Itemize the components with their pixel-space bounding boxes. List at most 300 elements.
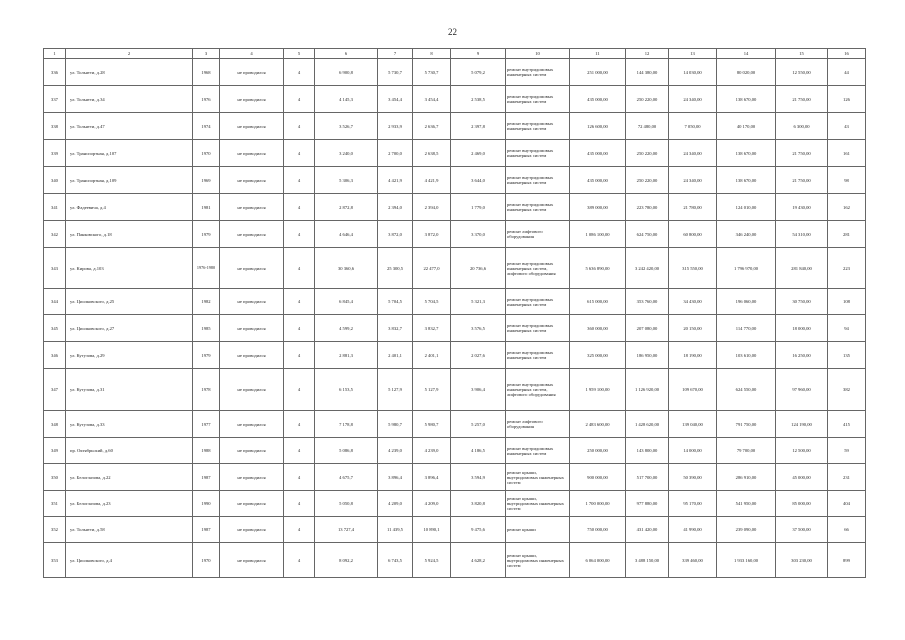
cell-last-repair: не проводился bbox=[220, 86, 284, 113]
cell-cost-total: 435 000,00 bbox=[570, 86, 626, 113]
cell-floors: 4 bbox=[284, 194, 315, 221]
cell-area-b: 6 743,5 bbox=[378, 543, 413, 578]
cell-residents: 98 bbox=[828, 167, 866, 194]
cell-residents: 94 bbox=[828, 315, 866, 342]
cell-cost-13: 18 190,00 bbox=[669, 342, 717, 369]
cell-area-d: 3 644,0 bbox=[451, 167, 506, 194]
cell-build-year: 1974 bbox=[193, 113, 220, 140]
cell-floors: 4 bbox=[284, 289, 315, 315]
cell-cost-13: 21 780,00 bbox=[669, 194, 717, 221]
cell-cost-15: 281 840,00 bbox=[776, 248, 828, 289]
cell-floors: 4 bbox=[284, 411, 315, 438]
cell-cost-total: 126 600,00 bbox=[570, 113, 626, 140]
cell-cost-12: 72 480,00 bbox=[626, 113, 669, 140]
cell-floors: 4 bbox=[284, 517, 315, 543]
cell-cost-13: 14 030,00 bbox=[669, 59, 717, 86]
cell-build-year: 1970 bbox=[193, 543, 220, 578]
cell-cost-15: 19 430,00 bbox=[776, 194, 828, 221]
cell-row-number: 350 bbox=[44, 464, 66, 491]
cell-cost-total: 2 483 600,00 bbox=[570, 411, 626, 438]
cell-row-number: 336 bbox=[44, 59, 66, 86]
cell-work-type: ремонт внутридомовых инженерных систем bbox=[506, 342, 570, 369]
cell-cost-13: 339 460,00 bbox=[669, 543, 717, 578]
cell-row-number: 352 bbox=[44, 517, 66, 543]
cell-area-b: 2 401,1 bbox=[378, 342, 413, 369]
cell-cost-15: 12 550,00 bbox=[776, 59, 828, 86]
cell-row-number: 349 bbox=[44, 438, 66, 464]
cell-cost-12: 3 242 420,00 bbox=[626, 248, 669, 289]
cell-area-d: 1 779,0 bbox=[451, 194, 506, 221]
cell-floors: 4 bbox=[284, 491, 315, 517]
cell-area-b: 4 209,0 bbox=[378, 491, 413, 517]
cell-cost-12: 143 800,00 bbox=[626, 438, 669, 464]
cell-area-d: 5 321,3 bbox=[451, 289, 506, 315]
cell-last-repair: не проводился bbox=[220, 411, 284, 438]
cell-area-d: 5 257,0 bbox=[451, 411, 506, 438]
cell-cost-12: 977 880,00 bbox=[626, 491, 669, 517]
cell-floors: 4 bbox=[284, 438, 315, 464]
cell-area-d: 2 397,8 bbox=[451, 113, 506, 140]
cell-cost-14: 103 610,00 bbox=[717, 342, 776, 369]
cell-total-area: 2 872,8 bbox=[315, 194, 378, 221]
cell-cost-13: 50 390,00 bbox=[669, 464, 717, 491]
table-row bbox=[44, 221, 866, 248]
cell-area-d: 3 594,9 bbox=[451, 464, 506, 491]
cell-work-type: ремонт внутридомовых инженерных систем bbox=[506, 194, 570, 221]
cell-cost-14: 541 950,00 bbox=[717, 491, 776, 517]
cell-work-type: ремонт внутридомовых инженерных систем bbox=[506, 315, 570, 342]
cell-cost-12: 223 780,00 bbox=[626, 194, 669, 221]
column-header-14: 14 bbox=[717, 49, 776, 59]
cell-residents: 161 bbox=[828, 140, 866, 167]
cell-residents: 59 bbox=[828, 438, 866, 464]
column-header-8: 8 bbox=[413, 49, 451, 59]
cell-last-repair: не проводился bbox=[220, 315, 284, 342]
cell-area-b: 5 980,7 bbox=[378, 411, 413, 438]
cell-area-d: 4 186,5 bbox=[451, 438, 506, 464]
cell-cost-15: 12 500,00 bbox=[776, 438, 828, 464]
cell-cost-12: 3 488 150,00 bbox=[626, 543, 669, 578]
cell-cost-13: 41 990,00 bbox=[669, 517, 717, 543]
cell-area-d: 2 027,6 bbox=[451, 342, 506, 369]
cell-area-b: 4 421,9 bbox=[378, 167, 413, 194]
cell-row-number: 340 bbox=[44, 167, 66, 194]
cell-cost-13: 20 150,00 bbox=[669, 315, 717, 342]
cell-cost-14: 79 700,00 bbox=[717, 438, 776, 464]
column-header-11: 11 bbox=[570, 49, 626, 59]
cell-last-repair: не проводился bbox=[220, 113, 284, 140]
cell-cost-12: 144 380,00 bbox=[626, 59, 669, 86]
cell-residents: 415 bbox=[828, 411, 866, 438]
cell-build-year: 1977 bbox=[193, 411, 220, 438]
cell-total-area: 6 900,8 bbox=[315, 59, 378, 86]
cell-work-type: ремонт крыши, внутридомовых инженерных систем bbox=[506, 491, 570, 517]
cell-cost-12: 353 760,00 bbox=[626, 289, 669, 315]
cell-area-b: 3 896,4 bbox=[378, 464, 413, 491]
cell-build-year: 1976 bbox=[193, 86, 220, 113]
cell-cost-15: 21 750,00 bbox=[776, 167, 828, 194]
cell-address: ул. Кутузова, д.31 bbox=[66, 369, 193, 411]
cell-area-d: 2 469,0 bbox=[451, 140, 506, 167]
cell-work-type: ремонт внутридомовых инженерных систем bbox=[506, 113, 570, 140]
cell-total-area: 4 145,3 bbox=[315, 86, 378, 113]
cell-cost-15: 54 310,00 bbox=[776, 221, 828, 248]
table-row bbox=[44, 86, 866, 113]
cell-address: ул. Тольятти, д.28 bbox=[66, 59, 193, 86]
cell-residents: 231 bbox=[828, 464, 866, 491]
column-header-9: 9 bbox=[451, 49, 506, 59]
cell-area-c: 3 454,4 bbox=[413, 86, 451, 113]
cell-area-c: 22 477,0 bbox=[413, 248, 451, 289]
cell-last-repair: не проводился bbox=[220, 517, 284, 543]
cell-cost-12: 1 126 920,00 bbox=[626, 369, 669, 411]
column-header-12: 12 bbox=[626, 49, 669, 59]
cell-cost-14: 124 010,00 bbox=[717, 194, 776, 221]
cell-area-b: 2 933,9 bbox=[378, 113, 413, 140]
cell-address: ул. Кутузова, д.33 bbox=[66, 411, 193, 438]
cell-area-c: 2 394,0 bbox=[413, 194, 451, 221]
cell-build-year: 1979 bbox=[193, 221, 220, 248]
column-header-4: 4 bbox=[220, 49, 284, 59]
cell-floors: 4 bbox=[284, 543, 315, 578]
cell-cost-12: 1 428 620,00 bbox=[626, 411, 669, 438]
cell-cost-total: 900 000,00 bbox=[570, 464, 626, 491]
cell-cost-15: 18 000,00 bbox=[776, 315, 828, 342]
cell-cost-15: 124 190,00 bbox=[776, 411, 828, 438]
cell-total-area: 5 086,8 bbox=[315, 438, 378, 464]
cell-row-number: 347 bbox=[44, 369, 66, 411]
cell-address: ул. Панковского, д.18 bbox=[66, 221, 193, 248]
cell-area-c: 4 421,9 bbox=[413, 167, 451, 194]
cell-last-repair: не проводился bbox=[220, 167, 284, 194]
cell-row-number: 343 bbox=[44, 248, 66, 289]
cell-cost-13: 24 340,00 bbox=[669, 86, 717, 113]
page-number: 22 bbox=[448, 27, 457, 37]
cell-residents: 44 bbox=[828, 59, 866, 86]
cell-residents: 162 bbox=[828, 194, 866, 221]
cell-address: пр. Октябрьский, д.60 bbox=[66, 438, 193, 464]
column-header-2: 2 bbox=[66, 49, 193, 59]
cell-cost-14: 138 670,00 bbox=[717, 140, 776, 167]
cell-area-d: 3 370,0 bbox=[451, 221, 506, 248]
cell-residents: 281 bbox=[828, 221, 866, 248]
cell-address: ул. Белоглазова, д.22 bbox=[66, 464, 193, 491]
cell-residents: 135 bbox=[828, 342, 866, 369]
cell-floors: 4 bbox=[284, 248, 315, 289]
cell-address: ул. Транспортная, д.107 bbox=[66, 140, 193, 167]
cell-cost-14: 346 240,00 bbox=[717, 221, 776, 248]
cell-last-repair: не проводился bbox=[220, 342, 284, 369]
table-row bbox=[44, 248, 866, 289]
cell-area-c: 10 890,1 bbox=[413, 517, 451, 543]
cell-row-number: 341 bbox=[44, 194, 66, 221]
column-header-15: 15 bbox=[776, 49, 828, 59]
cell-cost-13: 95 170,00 bbox=[669, 491, 717, 517]
cell-cost-total: 5 636 890,00 bbox=[570, 248, 626, 289]
cell-area-d: 4 628,2 bbox=[451, 543, 506, 578]
cell-build-year: 1981 bbox=[193, 194, 220, 221]
cell-address: ул. Тольятти, д.47 bbox=[66, 113, 193, 140]
cell-residents: 66 bbox=[828, 517, 866, 543]
cell-total-area: 7 178,8 bbox=[315, 411, 378, 438]
cell-area-c: 5 704,5 bbox=[413, 289, 451, 315]
cell-cost-15: 37 500,00 bbox=[776, 517, 828, 543]
cell-cost-15: 21 750,00 bbox=[776, 86, 828, 113]
cell-area-b: 5 127,9 bbox=[378, 369, 413, 411]
cell-cost-15: 6 300,00 bbox=[776, 113, 828, 140]
cell-cost-13: 24 340,00 bbox=[669, 140, 717, 167]
table-row bbox=[44, 59, 866, 86]
cell-build-year: 1987 bbox=[193, 517, 220, 543]
cell-total-area: 4 599,2 bbox=[315, 315, 378, 342]
cell-work-type: ремонт лифтового оборудования bbox=[506, 411, 570, 438]
cell-area-d: 5 079,2 bbox=[451, 59, 506, 86]
column-header-1: 1 bbox=[44, 49, 66, 59]
cell-last-repair: не проводился bbox=[220, 194, 284, 221]
column-header-7: 7 bbox=[378, 49, 413, 59]
cell-area-c: 3 872,0 bbox=[413, 221, 451, 248]
cell-area-d: 3 576,5 bbox=[451, 315, 506, 342]
cell-cost-14: 40 170,00 bbox=[717, 113, 776, 140]
cell-cost-total: 389 000,00 bbox=[570, 194, 626, 221]
cell-row-number: 339 bbox=[44, 140, 66, 167]
cell-work-type: ремонт крыши, внутридомовых инженерных систем bbox=[506, 543, 570, 578]
cell-cost-total: 750 000,00 bbox=[570, 517, 626, 543]
cell-cost-total: 1 959 100,00 bbox=[570, 369, 626, 411]
cell-last-repair: не проводился bbox=[220, 59, 284, 86]
cell-cost-14: 1 796 970,00 bbox=[717, 248, 776, 289]
cell-work-type: ремонт внутридомовых инженерных систем, лифтового оборудования bbox=[506, 369, 570, 411]
cell-cost-12: 250 220,00 bbox=[626, 140, 669, 167]
cell-cost-13: 7 050,00 bbox=[669, 113, 717, 140]
cell-cost-14: 196 060,00 bbox=[717, 289, 776, 315]
cell-cost-total: 251 000,00 bbox=[570, 59, 626, 86]
cell-last-repair: не проводился bbox=[220, 369, 284, 411]
cell-cost-12: 186 950,00 bbox=[626, 342, 669, 369]
cell-area-c: 5 127,9 bbox=[413, 369, 451, 411]
cell-cost-15: 85 000,00 bbox=[776, 491, 828, 517]
column-header-13: 13 bbox=[669, 49, 717, 59]
cell-address: ул. Кутузова, д.29 bbox=[66, 342, 193, 369]
cell-cost-15: 97 960,00 bbox=[776, 369, 828, 411]
cell-cost-13: 109 670,00 bbox=[669, 369, 717, 411]
cell-last-repair: не проводился bbox=[220, 438, 284, 464]
cell-area-d: 2 538,5 bbox=[451, 86, 506, 113]
cell-cost-12: 517 700,00 bbox=[626, 464, 669, 491]
cell-address: ул. Кирова, д.103 bbox=[66, 248, 193, 289]
cell-row-number: 337 bbox=[44, 86, 66, 113]
cell-area-d: 3 820,8 bbox=[451, 491, 506, 517]
cell-area-b: 2 700,0 bbox=[378, 140, 413, 167]
cell-build-year: 1990 bbox=[193, 491, 220, 517]
column-header-3: 3 bbox=[193, 49, 220, 59]
cell-work-type: ремонт внутридомовых инженерных систем bbox=[506, 289, 570, 315]
cell-residents: 899 bbox=[828, 543, 866, 578]
cell-cost-total: 325 000,00 bbox=[570, 342, 626, 369]
cell-residents: 223 bbox=[828, 248, 866, 289]
cell-area-c: 4 239,0 bbox=[413, 438, 451, 464]
cell-floors: 4 bbox=[284, 342, 315, 369]
cell-cost-12: 207 080,00 bbox=[626, 315, 669, 342]
cell-address: ул. Тольятти, д.58 bbox=[66, 517, 193, 543]
cell-last-repair: не проводился bbox=[220, 289, 284, 315]
cell-total-area: 13 727,4 bbox=[315, 517, 378, 543]
cell-last-repair: не проводился bbox=[220, 543, 284, 578]
cell-area-b: 3 872,0 bbox=[378, 221, 413, 248]
cell-build-year: 1976-1980 bbox=[193, 248, 220, 289]
cell-total-area: 5 050,8 bbox=[315, 491, 378, 517]
table-row bbox=[44, 140, 866, 167]
cell-area-c: 2 636,7 bbox=[413, 113, 451, 140]
cell-total-area: 6 845,4 bbox=[315, 289, 378, 315]
cell-floors: 4 bbox=[284, 221, 315, 248]
cell-row-number: 342 bbox=[44, 221, 66, 248]
cell-residents: 43 bbox=[828, 113, 866, 140]
cell-total-area: 3 240,0 bbox=[315, 140, 378, 167]
cell-work-type: ремонт внутридомовых инженерных систем bbox=[506, 86, 570, 113]
cell-cost-14: 1 933 160,00 bbox=[717, 543, 776, 578]
cell-cost-15: 303 230,00 bbox=[776, 543, 828, 578]
cell-total-area: 2 881,3 bbox=[315, 342, 378, 369]
cell-area-b: 3 454,4 bbox=[378, 86, 413, 113]
cell-work-type: ремонт внутридомовых инженерных систем bbox=[506, 59, 570, 86]
cell-total-area: 3 526,7 bbox=[315, 113, 378, 140]
cell-area-b: 3 832,7 bbox=[378, 315, 413, 342]
cell-cost-14: 239 090,00 bbox=[717, 517, 776, 543]
header-row bbox=[44, 49, 866, 59]
cell-cost-15: 16 250,00 bbox=[776, 342, 828, 369]
cell-cost-15: 30 750,00 bbox=[776, 289, 828, 315]
cell-last-repair: не проводился bbox=[220, 491, 284, 517]
cell-work-type: ремонт крыши bbox=[506, 517, 570, 543]
cell-cost-total: 1 700 000,00 bbox=[570, 491, 626, 517]
cell-floors: 4 bbox=[284, 140, 315, 167]
cell-area-b: 2 394,0 bbox=[378, 194, 413, 221]
cell-address: ул. Тольятти, д.34 bbox=[66, 86, 193, 113]
table-row bbox=[44, 438, 866, 464]
cell-area-c: 3 896,4 bbox=[413, 464, 451, 491]
cell-work-type: ремонт внутридомовых инженерных систем bbox=[506, 438, 570, 464]
cell-work-type: ремонт внутридомовых инженерных систем bbox=[506, 140, 570, 167]
cell-row-number: 351 bbox=[44, 491, 66, 517]
cell-address: ул. Циолковского, д.4 bbox=[66, 543, 193, 578]
cell-cost-12: 250 220,00 bbox=[626, 167, 669, 194]
cell-work-type: ремонт лифтового оборудования bbox=[506, 221, 570, 248]
table-row bbox=[44, 289, 866, 315]
cell-floors: 4 bbox=[284, 315, 315, 342]
cell-row-number: 346 bbox=[44, 342, 66, 369]
cell-total-area: 4 646,4 bbox=[315, 221, 378, 248]
cell-cost-13: 60 800,00 bbox=[669, 221, 717, 248]
cell-build-year: 1985 bbox=[193, 315, 220, 342]
table-row bbox=[44, 113, 866, 140]
cell-floors: 4 bbox=[284, 59, 315, 86]
table-row bbox=[44, 315, 866, 342]
cell-area-b: 25 300,5 bbox=[378, 248, 413, 289]
cell-floors: 4 bbox=[284, 167, 315, 194]
cell-floors: 4 bbox=[284, 464, 315, 491]
cell-build-year: 1970 bbox=[193, 140, 220, 167]
cell-cost-13: 34 430,00 bbox=[669, 289, 717, 315]
cell-cost-12: 624 750,00 bbox=[626, 221, 669, 248]
table-row bbox=[44, 167, 866, 194]
cell-total-area: 6 153,5 bbox=[315, 369, 378, 411]
table-row bbox=[44, 342, 866, 369]
cell-address: ул. Фадеевича, д.4 bbox=[66, 194, 193, 221]
cell-cost-14: 791 750,00 bbox=[717, 411, 776, 438]
cell-cost-total: 435 000,00 bbox=[570, 167, 626, 194]
cell-area-b: 5 730,7 bbox=[378, 59, 413, 86]
table-row bbox=[44, 194, 866, 221]
cell-cost-12: 250 220,00 bbox=[626, 86, 669, 113]
cell-work-type: ремонт крыши, внутридомовых инженерных систем bbox=[506, 464, 570, 491]
cell-residents: 382 bbox=[828, 369, 866, 411]
cell-residents: 126 bbox=[828, 86, 866, 113]
cell-area-d: 9 475,6 bbox=[451, 517, 506, 543]
cell-row-number: 353 bbox=[44, 543, 66, 578]
cell-area-b: 11 439,5 bbox=[378, 517, 413, 543]
cell-last-repair: не проводился bbox=[220, 464, 284, 491]
cell-last-repair: не проводился bbox=[220, 248, 284, 289]
cell-build-year: 1982 bbox=[193, 289, 220, 315]
cell-cost-14: 80 020,00 bbox=[717, 59, 776, 86]
cell-cost-total: 6 064 000,00 bbox=[570, 543, 626, 578]
cell-build-year: 1978 bbox=[193, 369, 220, 411]
cell-cost-total: 1 086 100,00 bbox=[570, 221, 626, 248]
cell-cost-total: 250 000,00 bbox=[570, 438, 626, 464]
cell-row-number: 348 bbox=[44, 411, 66, 438]
cell-cost-total: 360 000,00 bbox=[570, 315, 626, 342]
cell-area-c: 4 209,0 bbox=[413, 491, 451, 517]
cell-build-year: 1988 bbox=[193, 438, 220, 464]
cell-residents: 404 bbox=[828, 491, 866, 517]
cell-address: ул. Циолковского, д.27 bbox=[66, 315, 193, 342]
cell-area-c: 2 638,5 bbox=[413, 140, 451, 167]
cell-cost-13: 14 000,00 bbox=[669, 438, 717, 464]
cell-cost-total: 615 000,00 bbox=[570, 289, 626, 315]
cell-row-number: 345 bbox=[44, 315, 66, 342]
cell-last-repair: не проводился bbox=[220, 221, 284, 248]
cell-area-c: 3 832,7 bbox=[413, 315, 451, 342]
table-row bbox=[44, 411, 866, 438]
cell-area-d: 3 906,4 bbox=[451, 369, 506, 411]
cell-area-c: 2 401,1 bbox=[413, 342, 451, 369]
cell-address: ул. Транспортная, д.109 bbox=[66, 167, 193, 194]
table-row bbox=[44, 517, 866, 543]
cell-area-b: 5 704,5 bbox=[378, 289, 413, 315]
cell-cost-14: 114 770,00 bbox=[717, 315, 776, 342]
cell-area-c: 5 980,7 bbox=[413, 411, 451, 438]
column-header-10: 10 bbox=[506, 49, 570, 59]
cell-work-type: ремонт внутридомовых инженерных систем, лифтового оборудования bbox=[506, 248, 570, 289]
cell-cost-13: 315 550,00 bbox=[669, 248, 717, 289]
cell-build-year: 1979 bbox=[193, 342, 220, 369]
cell-cost-14: 624 550,00 bbox=[717, 369, 776, 411]
cell-cost-13: 24 340,00 bbox=[669, 167, 717, 194]
cell-area-c: 5 924,5 bbox=[413, 543, 451, 578]
table-row bbox=[44, 369, 866, 411]
cell-last-repair: не проводился bbox=[220, 140, 284, 167]
column-header-16: 16 bbox=[828, 49, 866, 59]
table-row bbox=[44, 491, 866, 517]
cell-area-c: 5 730,7 bbox=[413, 59, 451, 86]
cell-area-d: 20 736,6 bbox=[451, 248, 506, 289]
cell-cost-total: 435 000,00 bbox=[570, 140, 626, 167]
cell-build-year: 1968 bbox=[193, 59, 220, 86]
column-header-5: 5 bbox=[284, 49, 315, 59]
cell-address: ул. Циолковского, д.25 bbox=[66, 289, 193, 315]
cell-cost-12: 431 420,00 bbox=[626, 517, 669, 543]
